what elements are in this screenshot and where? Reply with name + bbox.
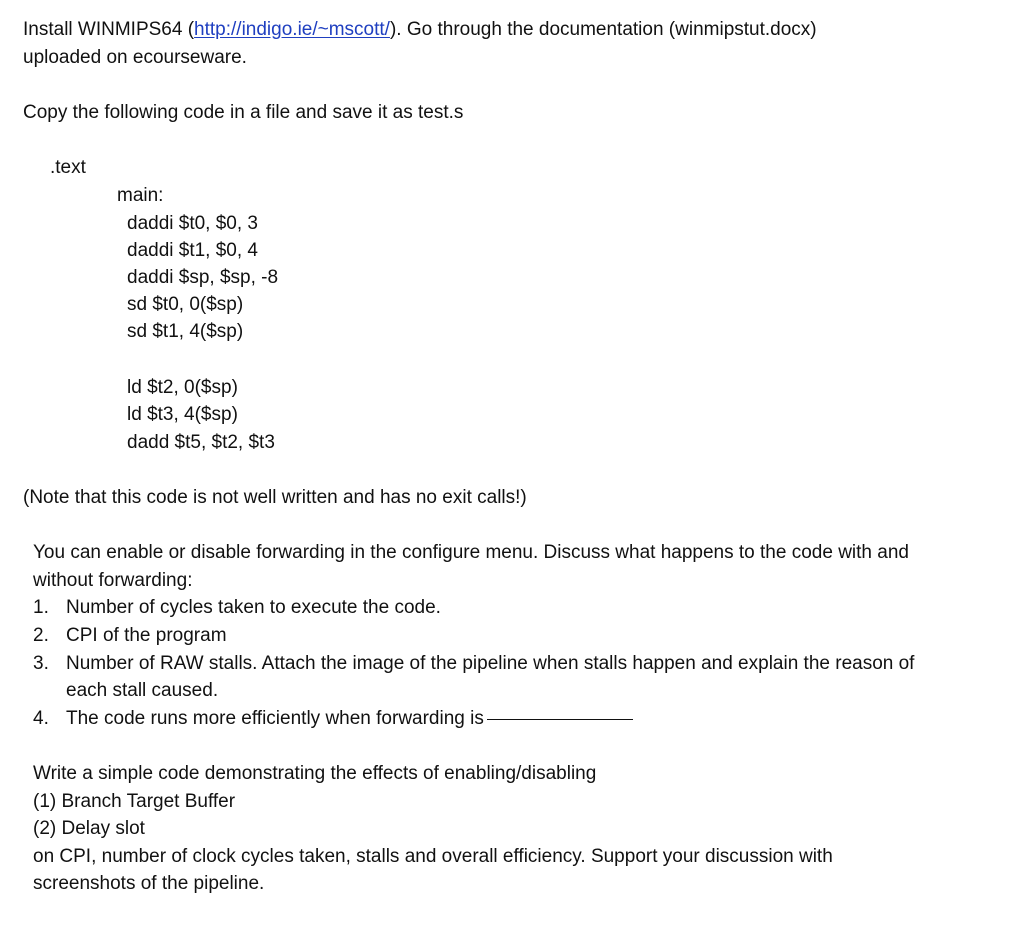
copy-instruction: Copy the following code in a file and save it as test.s bbox=[23, 102, 464, 123]
list-item-number: 1. bbox=[33, 597, 49, 618]
task-line-1: Write a simple code demonstrating the effects of enabling/disabling bbox=[33, 763, 597, 784]
list-item bbox=[66, 706, 633, 732]
task-line-2: (1) Branch Target Buffer bbox=[33, 791, 236, 812]
task-line-4: on CPI, number of clock cycles taken, stalls and overall efficiency. Support your discussion with bbox=[33, 846, 833, 867]
code-line: daddi $t0, $0, 3 bbox=[127, 213, 258, 234]
winmips-link[interactable]: http://indigo.ie/~mscott/ bbox=[194, 19, 390, 40]
list-item-text: The code runs more efficiently when forwarding is bbox=[66, 708, 484, 729]
intro-line-2: uploaded on ecourseware. bbox=[23, 47, 247, 68]
note: (Note that this code is not well written and has no exit calls!) bbox=[23, 487, 527, 508]
code-directive: .text bbox=[50, 157, 86, 178]
list-item-number: 2. bbox=[33, 625, 49, 646]
list-item: Number of RAW stalls. Attach the image of the pipeline when stalls happen and explain the reason of bbox=[66, 653, 915, 674]
code-line: daddi $sp, $sp, -8 bbox=[127, 267, 279, 288]
task-line-3: (2) Delay slot bbox=[33, 818, 145, 839]
forwarding-intro-line-2: without forwarding: bbox=[33, 570, 193, 591]
list-item: Number of cycles taken to execute the code. bbox=[66, 597, 441, 618]
list-item-continuation: each stall caused. bbox=[66, 680, 219, 701]
intro-prefix: Install WINMIPS64 ( bbox=[23, 19, 195, 40]
forwarding-intro-line-1: You can enable or disable forwarding in the configure menu. Discuss what happens to the code with and bbox=[33, 542, 909, 563]
code-line: dadd $t5, $t2, $t3 bbox=[127, 432, 275, 453]
list-item-number: 3. bbox=[33, 653, 49, 674]
task-line-5: screenshots of the pipeline. bbox=[33, 873, 265, 894]
code-line: daddi $t1, $0, 4 bbox=[127, 240, 258, 261]
code-label: main: bbox=[117, 185, 164, 206]
list-item-number: 4. bbox=[33, 708, 49, 729]
code-line: ld $t2, 0($sp) bbox=[127, 377, 238, 398]
code-line: sd $t0, 0($sp) bbox=[127, 294, 244, 315]
code-line: sd $t1, 4($sp) bbox=[127, 321, 244, 342]
list-item: CPI of the program bbox=[66, 625, 227, 646]
code-line: ld $t3, 4($sp) bbox=[127, 404, 238, 425]
fill-in-blank bbox=[487, 719, 633, 720]
intro-suffix: ). Go through the documentation (winmipstut.docx) bbox=[389, 19, 817, 40]
intro-line-1 bbox=[23, 17, 817, 43]
